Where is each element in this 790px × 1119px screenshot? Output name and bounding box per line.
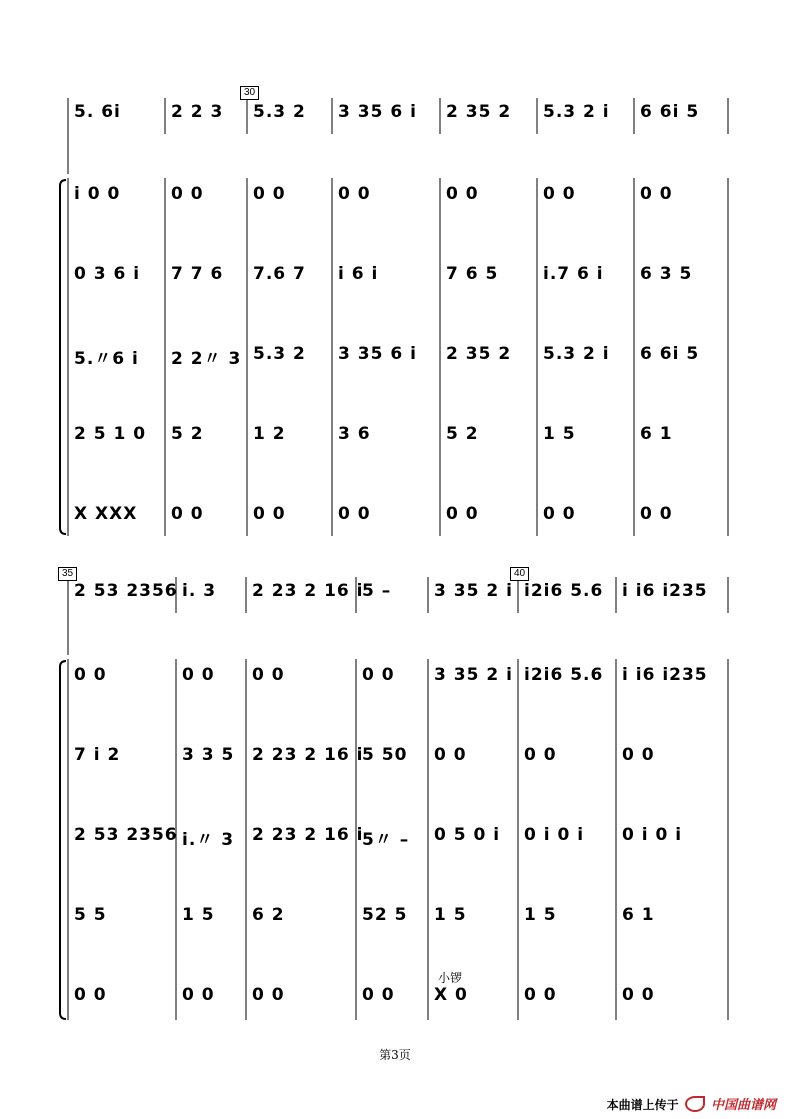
measure-notation: 6 6i 5 [640,344,700,364]
measure-notation: 7.6 7 [253,264,306,284]
measure-notation: 0 0 [171,504,204,524]
measure-notation: 0 0 [74,985,107,1005]
measure-notation: X 0 [434,985,468,1005]
measure-notation: 7 6 5 [446,264,499,284]
notation-row [0,504,790,534]
measure-notation: 2 23 2 16 i [252,745,364,765]
measure-notation: i 0 0 [74,184,121,204]
measure-number: 30 [240,86,259,100]
score-system-2 [0,565,790,1025]
measure-notation: 0 0 [253,184,286,204]
measure-notation: 0 0 [640,184,673,204]
measure-notation: 0 0 [338,504,371,524]
measure-notation: 0 0 [362,985,395,1005]
measure-notation: 3 3 5 [182,745,235,765]
measure-notation: 6 1 [640,424,673,444]
measure-notation: 7 i 2 [74,745,121,765]
instrument-label: 小锣 [438,971,463,985]
measure-notation: i.〃 3 [182,830,235,850]
measure-notation: 0 0 [252,665,285,685]
measure-notation: i2i6 5.6 [524,581,604,601]
measure-notation: 0 0 [74,665,107,685]
measure-notation: 3 6 [338,424,371,444]
notation-row [0,264,790,294]
measure-notation: 3 35 2 i [434,665,513,685]
system-1-barlines [0,88,790,538]
measure-notation: 0 0 [640,504,673,524]
measure-notation: 5.3 2 [253,102,306,122]
score-system-1 [0,88,790,538]
measure-notation: 0 0 [171,184,204,204]
measure-notation: 2 5 1 0 [74,424,147,444]
measure-notation: 2 53 2356 [74,581,178,601]
measure-notation: X XXX [74,504,138,524]
measure-notation: 5 2 [171,424,204,444]
measure-notation: 3 35 6 i [338,344,417,364]
measure-notation: 5.〃6 i [74,349,139,369]
measure-number: 35 [58,567,77,581]
measure-notation: 5. 6i [74,102,121,122]
measure-notation: i.7 6 i [543,264,604,284]
page-number: 第3页 [379,1048,411,1062]
measure-notation: 0 0 [543,184,576,204]
measure-notation: 5.3 2 [253,344,306,364]
measure-notation: 2 35 2 [446,344,512,364]
measure-notation: 0 0 [362,665,395,685]
measure-notation: 2 2〃 3 [171,349,242,369]
measure-notation: 6 1 [622,905,655,925]
notation-row [0,424,790,454]
measure-notation: 6 6i 5 [640,102,700,122]
measure-notation: 6 2 [252,905,285,925]
measure-notation: 0 0 [252,985,285,1005]
site-logo-icon [685,1096,705,1112]
measure-notation: i 6 i [338,264,379,284]
measure-notation: 0 0 [524,745,557,765]
measure-notation: 0 0 [446,504,479,524]
site-footer [607,1094,776,1113]
notation-row [0,825,790,855]
measure-notation: 7 7 6 [171,264,224,284]
measure-notation: 0 0 [182,665,215,685]
measure-notation: i. 3 [182,581,217,601]
measure-notation: 0 0 [543,504,576,524]
measure-number: 40 [510,567,529,581]
measure-notation: 1 5 [524,905,557,925]
notation-row [0,905,790,935]
notation-row [0,344,790,374]
measure-notation: 1 5 [182,905,215,925]
measure-notation: 2 53 2356 [74,825,178,845]
measure-notation: 6 3 5 [640,264,693,284]
notation-row [0,184,790,214]
site-logo-text: 中国曲谱网 [710,1098,776,1113]
notation-row [0,102,790,132]
measure-notation: 0 0 [622,745,655,765]
footer-text: 本曲谱上传于 [606,1098,679,1112]
measure-notation: i i6 i235 [622,665,708,685]
measure-notation: 0 0 [446,184,479,204]
measure-notation: 5〃 – [362,830,410,850]
measure-notation: 0 5 0 i [434,825,501,845]
notation-row [0,985,790,1015]
measure-notation: 0 0 [182,985,215,1005]
measure-notation: 1 5 [543,424,576,444]
measure-notation: 0 0 [338,184,371,204]
measure-notation: 2 2 3 [171,102,224,122]
measure-notation: 0 i 0 i [524,825,585,845]
measure-notation: 3 35 2 i [434,581,513,601]
measure-notation: 2 23 2 16 i [252,581,364,601]
measure-notation: 5 5 [74,905,107,925]
measure-notation: 52 5 [362,905,408,925]
measure-notation: 1 2 [253,424,286,444]
notation-row [0,745,790,775]
notation-row [0,665,790,695]
measure-notation: 0 0 [524,985,557,1005]
measure-notation: i2i6 5.6 [524,665,604,685]
measure-notation: 5 – [362,581,392,601]
system-2-barlines [0,565,790,1025]
measure-notation: 0 0 [622,985,655,1005]
measure-notation: 2 35 2 [446,102,512,122]
measure-notation: i i6 i235 [622,581,708,601]
measure-notation: 5.3 2 i [543,344,610,364]
notation-row [0,581,790,611]
measure-notation: 5 2 [446,424,479,444]
measure-notation: 2 23 2 16 i [252,825,364,845]
measure-notation: 3 35 6 i [338,102,417,122]
measure-notation: 0 0 [434,745,467,765]
measure-notation: 5 50 [362,745,408,765]
measure-notation: 0 0 [253,504,286,524]
measure-notation: 5.3 2 i [543,102,610,122]
measure-notation: 1 5 [434,905,467,925]
measure-notation: 0 3 6 i [74,264,141,284]
measure-notation: 0 i 0 i [622,825,683,845]
